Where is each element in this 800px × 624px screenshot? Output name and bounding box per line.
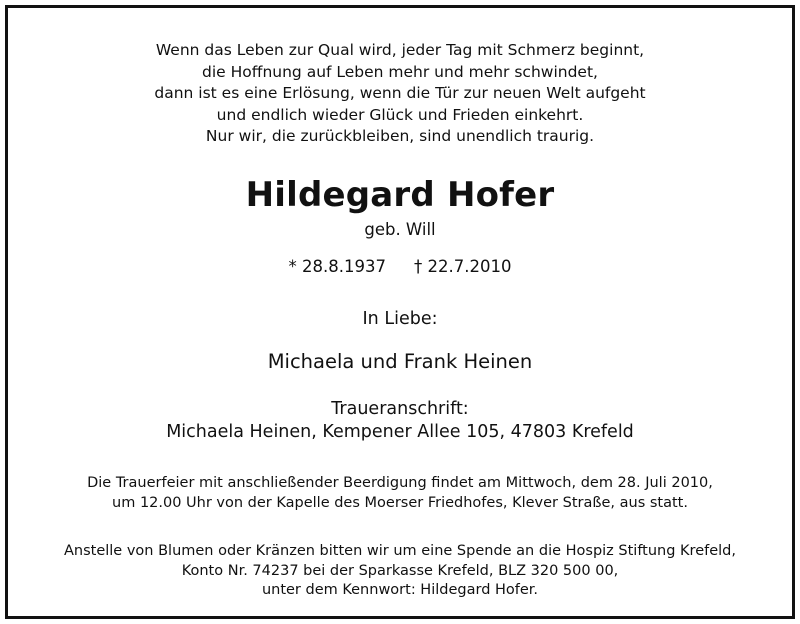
- life-dates: [0, 256, 800, 278]
- funeral-service-info: [0, 473, 800, 513]
- poem-line: Nur wir, die zurückbleiben, sind unendlich traurig.: [205, 127, 595, 145]
- donation-line: unter dem Kennwort: Hildegard Hofer.: [261, 582, 539, 598]
- memorial-poem: [0, 40, 800, 148]
- poem-line: und endlich wieder Glück und Frieden einkehrt.: [216, 105, 584, 124]
- death-date: † 22.7.2010: [414, 257, 512, 276]
- birth-date: * 28.8.1937: [288, 257, 386, 276]
- service-line: um 12.00 Uhr von der Kapelle des Moerser Friedhofes, Klever Straße, aus statt.: [112, 495, 688, 511]
- service-line: Die Trauerfeier mit anschließender Beerdigung findet am Mittwoch, dem 28. Juli 2010,: [87, 475, 713, 491]
- donation-line: Konto Nr. 74237 bei der Sparkasse Krefeld, BLZ 320 500 00,: [181, 562, 619, 579]
- mourning-family: Michaela und Frank Heinen: [267, 350, 533, 373]
- donation-request: [0, 542, 800, 601]
- address-value: Michaela Heinen, Kempener Allee 105, 47803 Krefeld: [166, 421, 634, 442]
- in-love-heading: In Liebe:: [362, 309, 438, 329]
- maiden-name: geb. Will: [364, 220, 436, 239]
- poem-line: Wenn das Leben zur Qual wird, jeder Tag mit Schmerz beginnt,: [155, 41, 645, 59]
- mourning-address: [0, 398, 800, 443]
- donation-line: Anstelle von Blumen oder Kränzen bitten wir um eine Spende an die Hospiz Stiftung Krefeld,: [63, 543, 736, 559]
- poem-line: die Hoffnung auf Leben mehr und mehr schwindet,: [202, 62, 598, 81]
- deceased-name: Hildegard Hofer: [245, 175, 555, 215]
- address-label: Traueranschrift:: [331, 399, 469, 419]
- poem-line: dann ist es eine Erlösung, wenn die Tür zur neuen Welt aufgeht: [154, 84, 646, 102]
